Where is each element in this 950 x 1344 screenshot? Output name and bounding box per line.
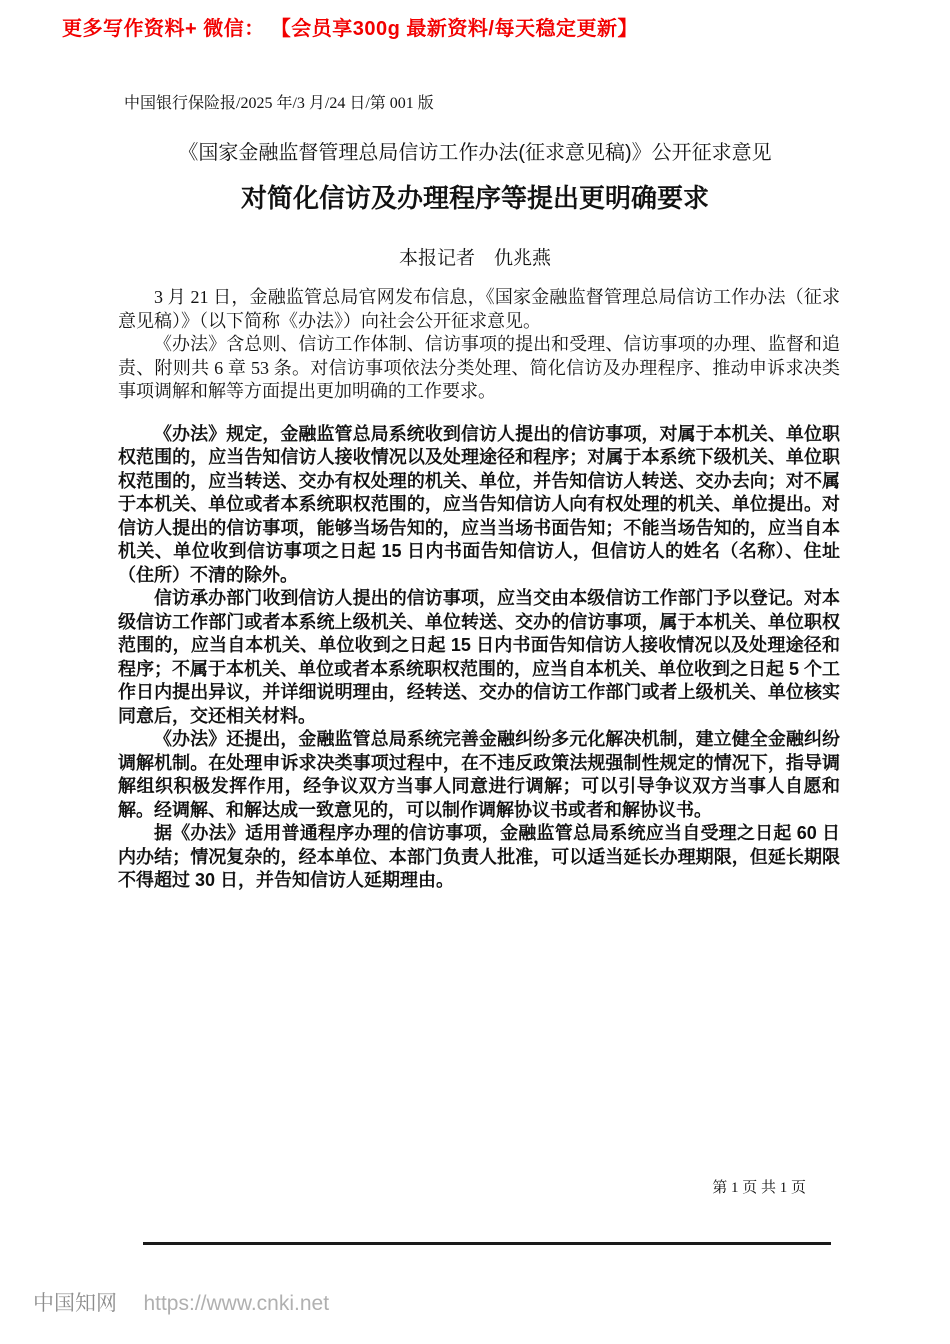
promo-banner: 更多写作资料+ 微信： 【会员享300g 最新资料/每天稳定更新】	[62, 18, 638, 40]
article-paragraph: 3 月 21 日，金融监管总局官网发布信息，《国家金融监督管理总局信访工作办法（征求意见稿）》（以下简称《办法》）向社会公开征求意见。	[118, 287, 840, 331]
article-subtitle: 《国家金融监督管理总局信访工作办法(征求意见稿)》公开征求意见	[178, 142, 772, 164]
article-paragraph: 信访承办部门收到信访人提出的信访事项，应当交由本级信访工作部门予以登记。对本级信访工作部门或者本系统上级机关、单位转送、交办的信访事项，属于本机关、单位职权范围的，应当自本机关、单位收到之日起 15 日内书面告知信访人接收情况以及处理途径和程序；不属于本机关、单位或者本系统职权范围的，应当自本机关、单位收到之日起 5 个工作日内提出异议，并详细说明理由，经转送、交办的信访工作部门或者上级机关、单位核实同意后，交还相关材料。	[118, 588, 841, 726]
cnki-logo-text: 中国知网	[33, 1292, 117, 1315]
site-url-link[interactable]: https://www.cnki.net	[143, 1292, 330, 1315]
article-paragraph: 据《办法》适用普通程序办理的信访事项，金融监管总局系统应当自受理之日起 60 日内办结；情况复杂的，经本单位、本部门负责人批准，可以适当延长办理期限，但延长期限不得超过 30 日，并告知信访人延期理由。	[118, 823, 840, 890]
article-body	[118, 286, 840, 893]
page-indicator: 第 1 页 共 1 页	[712, 1180, 806, 1196]
article-paragraph: 《办法》规定，金融监管总局系统收到信访人提出的信访事项，对属于本机关、单位职权范围的，应当告知信访人接收情况以及处理途径和程序；对属于本系统下级机关、单位职权范围的，应当转送、交办有权处理的机关、单位，并告知信访人转送、交办去向；对不属于本机关、单位或者本系统职权范围的，应当告知信访人向有权处理的机关、单位提出。对信访人提出的信访事项，能够当场告知的，应当当场书面告知；不能当场告知的，应当自本机关、单位收到信访事项之日起 15 日内书面告知信访人，但信访人的姓名（名称）、住址（住所）不清的除外。	[118, 423, 840, 585]
article-paragraph: 《办法》含总则、信访工作体制、信访事项的提出和受理、信访事项的办理、监督和追责、附则共 6 章 53 条。对信访事项依法分类处理、简化信访及办理程序、推动申诉求决类事项调解和解等方面提出更加明确的工作要求。	[118, 334, 840, 401]
site-footer	[33, 1287, 329, 1317]
footer-divider	[143, 1242, 831, 1245]
publication-source-line: 中国银行保险报/2025 年/3 月/24 日/第 001 版	[124, 95, 434, 112]
article-title: 对简化信访及办理程序等提出更明确要求	[240, 183, 709, 213]
article-byline: 本报记者 仇兆燕	[398, 248, 551, 269]
article-paragraph: 《办法》还提出，金融监管总局系统完善金融纠纷多元化解决机制，建立健全金融纠纷调解机制。在处理申诉求决类事项过程中，在不违反政策法规强制性规定的情况下，指导调解组织积极发挥作用，经争议双方当事人同意进行调解；可以引导争议双方当事人自愿和解。经调解、和解达成一致意见的，可以制作调解协议书或者和解协议书。	[118, 729, 840, 820]
